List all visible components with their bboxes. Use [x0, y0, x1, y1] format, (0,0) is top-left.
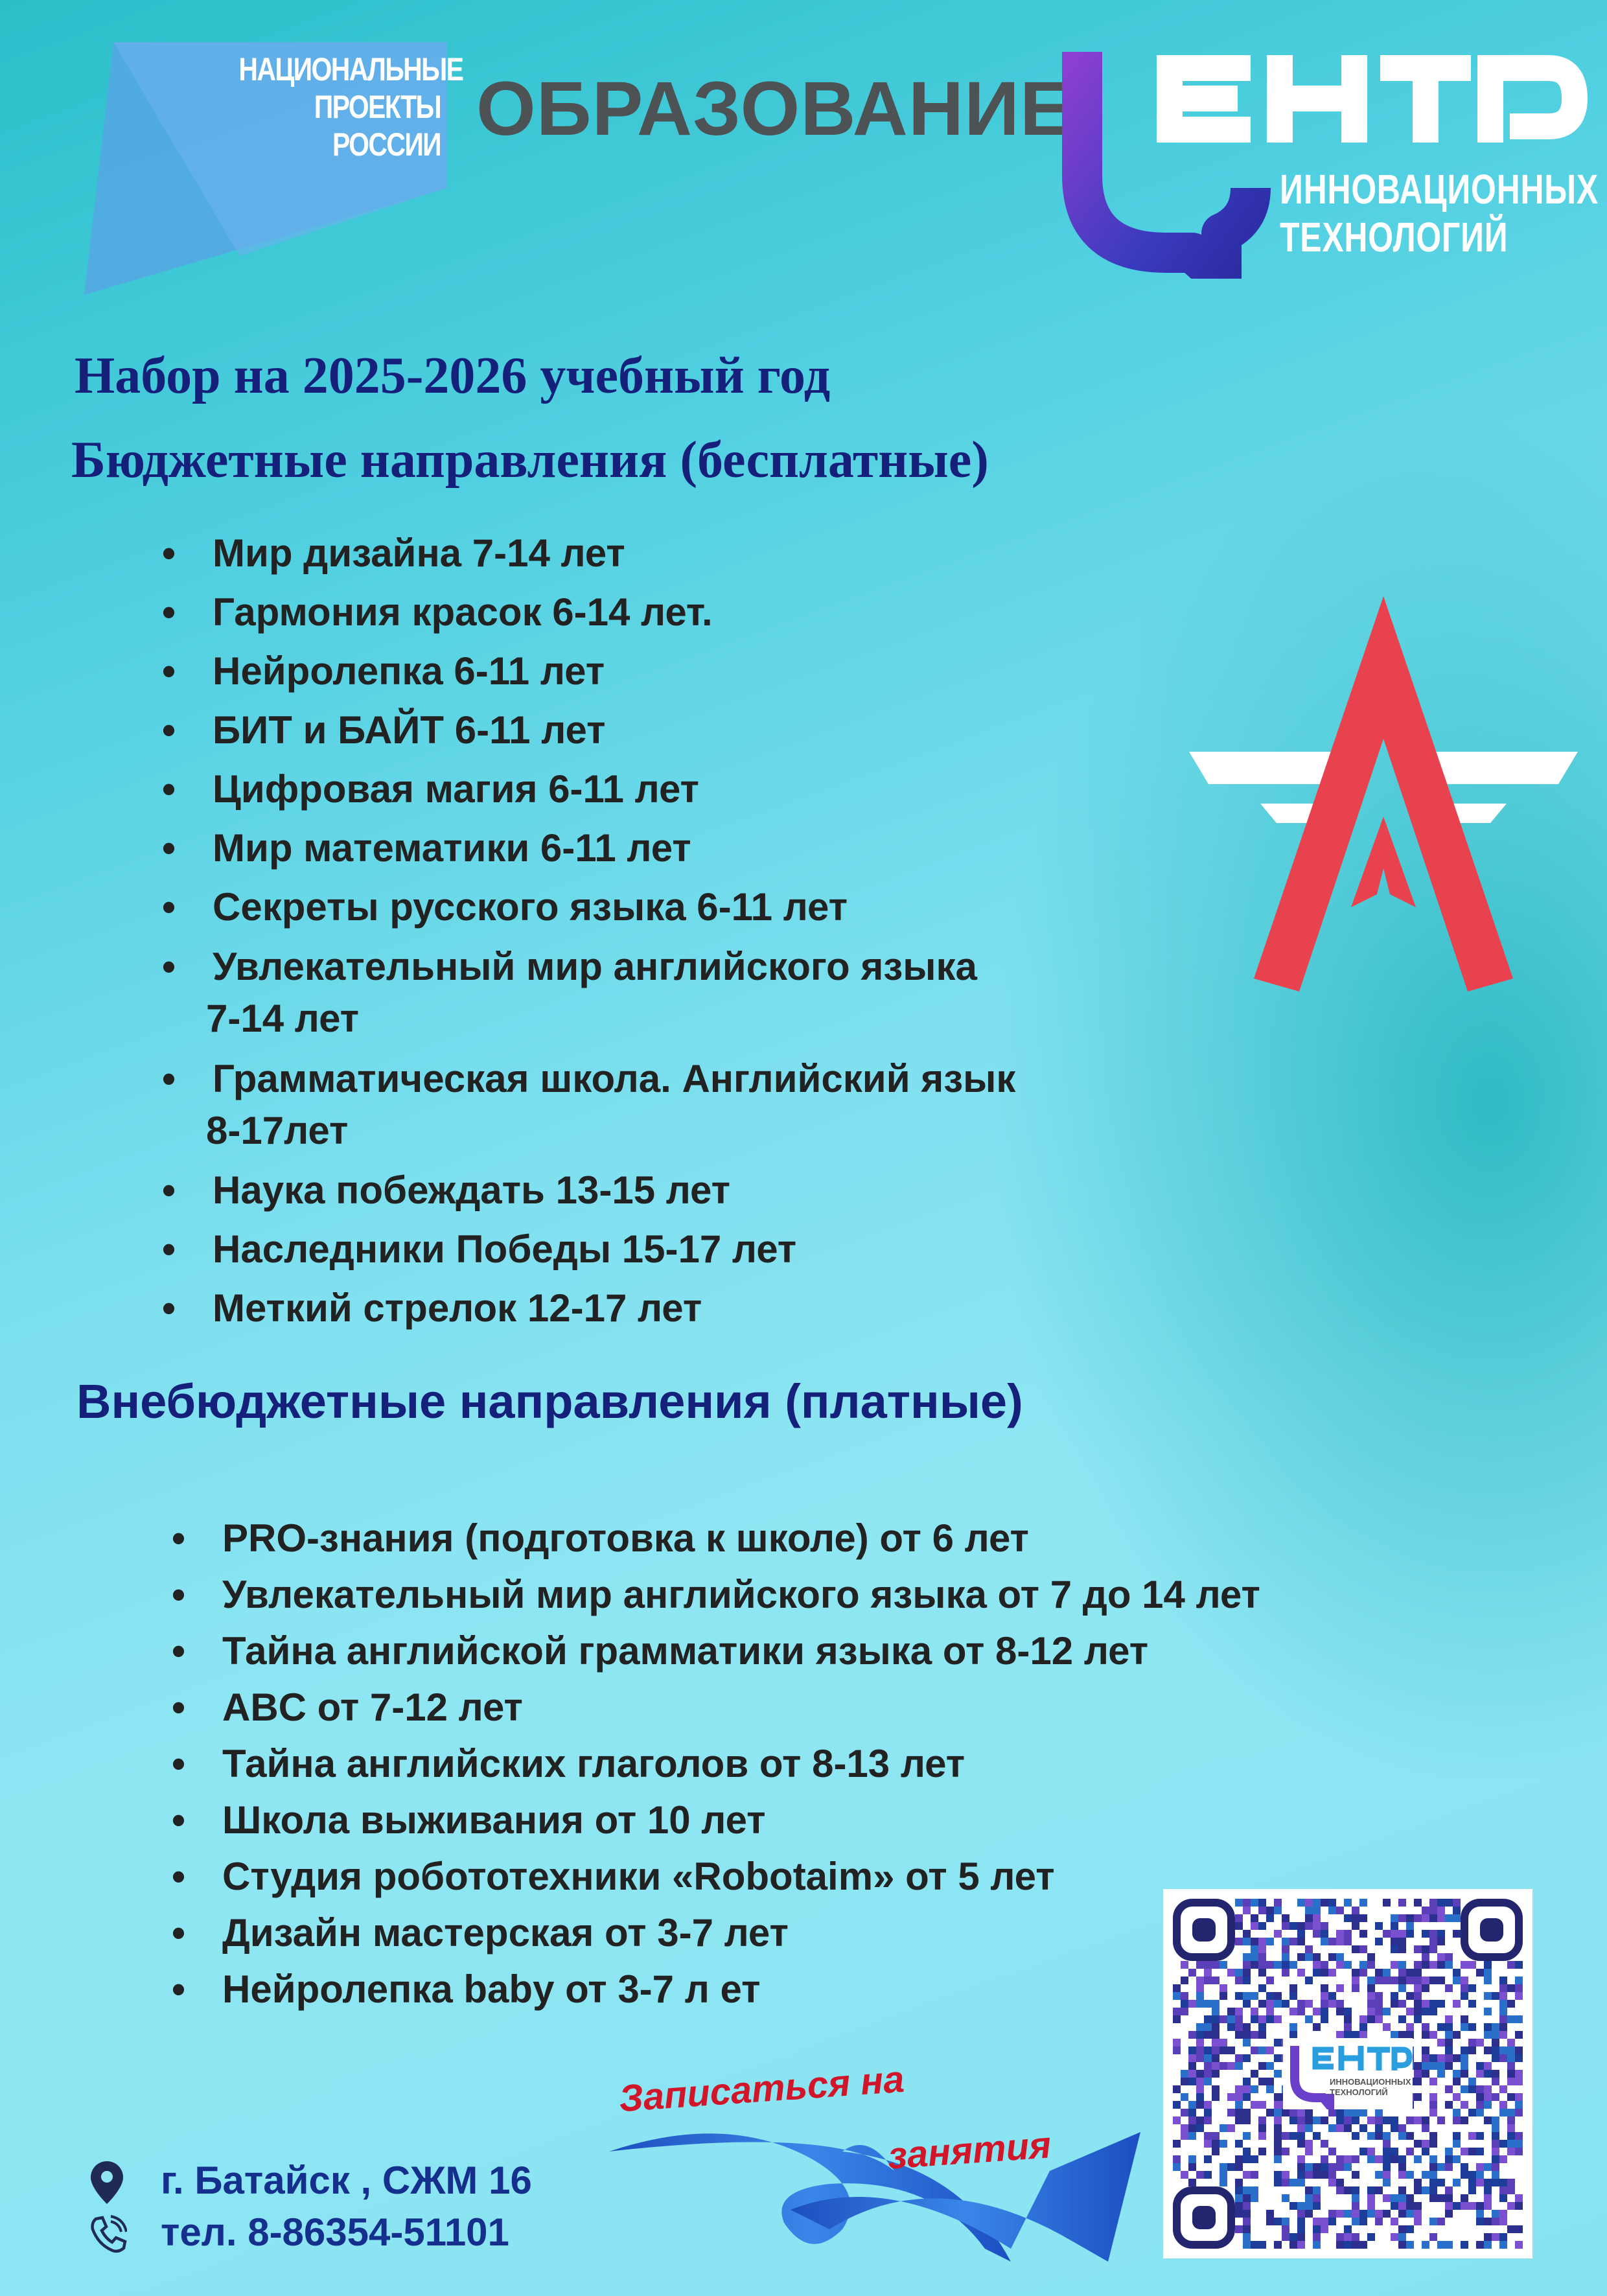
address-text: г. Батайск , СЖМ 16 [161, 2159, 532, 2202]
list-item: • Грамматическая школа. Английский язык 8-17лет [213, 1053, 1185, 1157]
list-item: • Дизайн мастерская от 3-7 лет [222, 1908, 1389, 1958]
svg-text:ТЕХНОЛОГИЙ: ТЕХНОЛОГИЙ [1330, 2087, 1388, 2097]
list-item: • Увлекательный мир английского языка от 7 до 14 лет [222, 1570, 1389, 1620]
list-item: • БИТ и БАЙТ 6-11 лет [213, 705, 1185, 756]
list-item: • Наука побеждать 13-15 лет [213, 1165, 1185, 1216]
qr-center-logo [1283, 2038, 1413, 2109]
location-pin-icon [91, 2161, 123, 2204]
budget-programs-list [206, 528, 1185, 1342]
phone-text[interactable]: тел. 8-86354-51101 [161, 2210, 509, 2254]
list-item: • Увлекательный мир английского языка 7-14 лет [213, 941, 1185, 1045]
signup-text-line-2[interactable]: занятия [886, 2124, 1053, 2177]
enrollment-year-heading: Набор на 2025-2026 учебный год [75, 347, 831, 404]
list-item: • Нейролепка 6-11 лет [213, 646, 1185, 697]
national-projects-text [238, 51, 463, 163]
cit-line-2: ТЕХНОЛОГИЙ [1280, 214, 1509, 261]
budget-programs-heading: Бюджетные направления (бесплатные) [71, 432, 989, 489]
np-line-3: РОССИИ [332, 126, 441, 163]
army-star-emblem [1189, 596, 1578, 998]
np-line-1: НАЦИОНАЛЬНЫЕ [238, 51, 463, 87]
qr-code[interactable] [1163, 1889, 1532, 2258]
signup-text-line-1[interactable]: Записаться на [618, 2058, 906, 2120]
list-item: • Цифровая магия 6-11 лет [213, 764, 1185, 815]
list-item: • Школа выживания от 10 лет [222, 1795, 1389, 1846]
list-item: • Нейролепка baby от 3-7 л ет [222, 1964, 1389, 2015]
list-item: • Тайна английских глаголов от 8-13 лет [222, 1739, 1389, 1789]
svg-text:ИННОВАЦИОННЫХ: ИННОВАЦИОННЫХ [1330, 2077, 1411, 2087]
list-item: • Студия робототехники «Robotaim» от 5 лет [222, 1851, 1389, 1902]
np-line-2: ПРОЕКТЫ [314, 89, 441, 125]
list-item: • Наследники Победы 15-17 лет [213, 1224, 1185, 1275]
list-item: • Мир дизайна 7-14 лет [213, 528, 1185, 579]
list-item: • PRO-знания (подготовка к школе) от 6 лет [222, 1513, 1389, 1564]
list-item: • Меткий стрелок 12-17 лет [213, 1283, 1185, 1334]
qr-center-logo-mark [1283, 2038, 1413, 2109]
list-item: • Тайна английской грамматики языка от 8-12 лет [222, 1626, 1389, 1676]
list-item: • ABC от 7-12 лет [222, 1682, 1389, 1733]
cit-line-1: ИННОВАЦИОННЫХ [1280, 166, 1599, 213]
phone-icon [89, 2215, 127, 2254]
innovation-center-subtitle [1280, 165, 1599, 261]
list-item: • Мир математики 6-11 лет [213, 823, 1185, 874]
education-title: ОБРАЗОВАНИЕ [476, 66, 1072, 152]
paid-programs-heading: Внебюджетные направления (платные) [76, 1374, 1023, 1428]
list-item: • Гармония красок 6-14 лет. [213, 587, 1185, 638]
list-item: • Секреты русского языка 6-11 лет [213, 882, 1185, 933]
